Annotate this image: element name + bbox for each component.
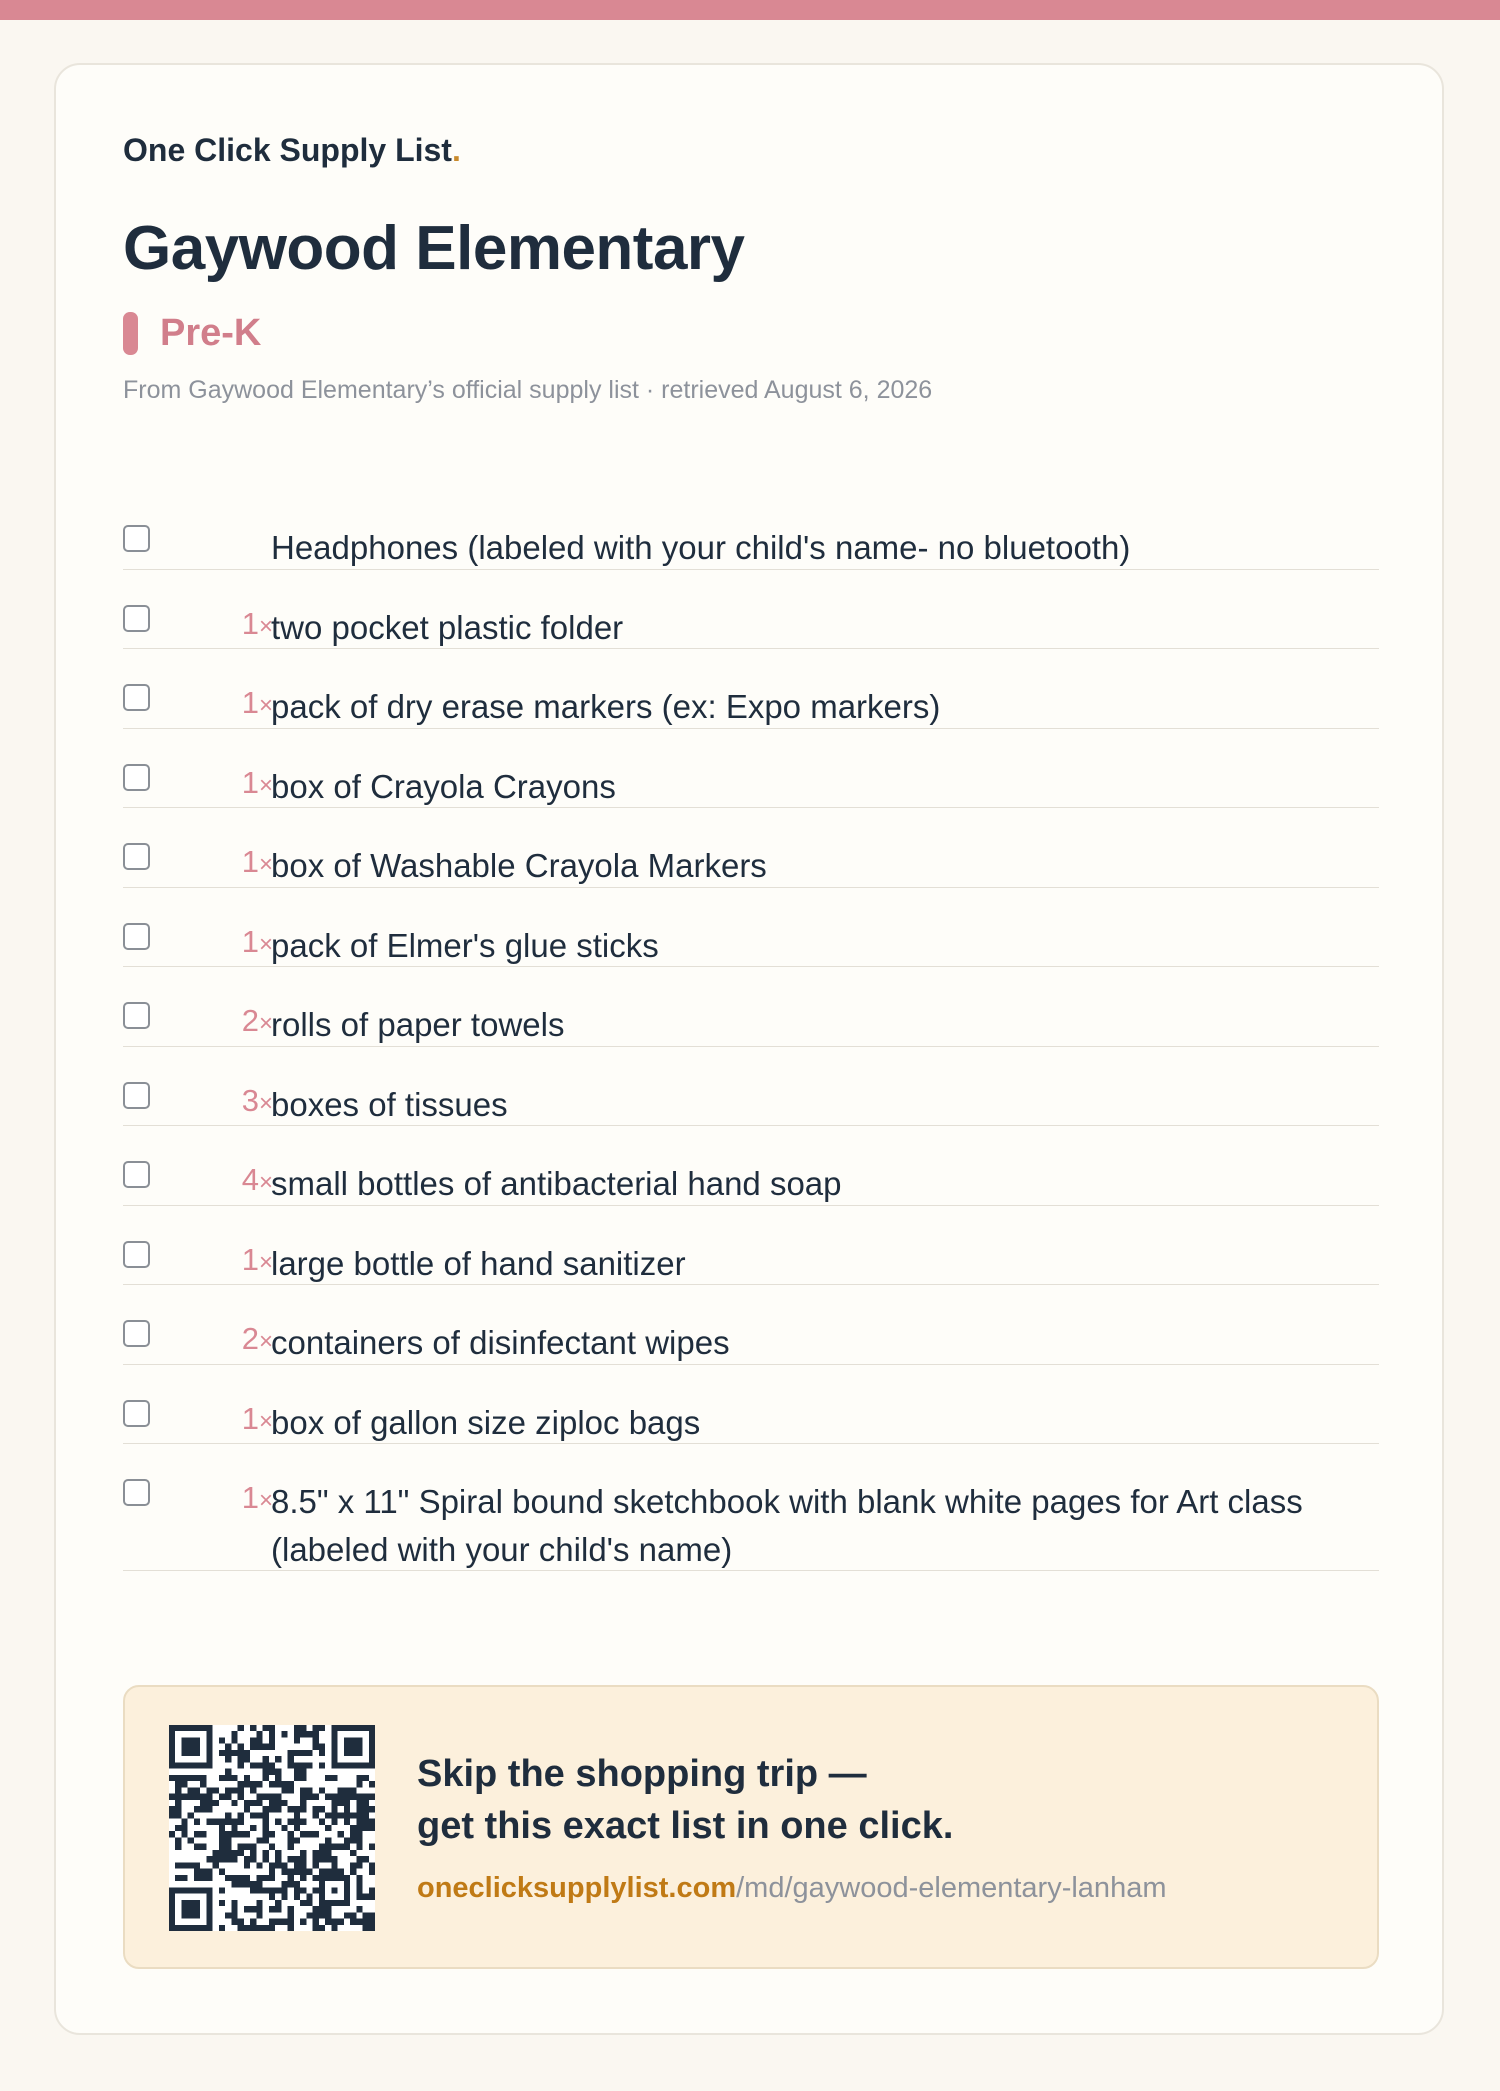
item-quantity — [205, 1083, 273, 1119]
item-quantity-value: 1 — [241, 923, 259, 959]
cta-banner — [123, 1685, 1379, 1969]
item-text: box of Washable Crayola Markers — [271, 847, 767, 884]
qr-code[interactable] — [169, 1725, 375, 1931]
item-quantity-value: 1 — [241, 1480, 259, 1515]
times-icon: × — [258, 851, 273, 878]
list-item — [123, 808, 1379, 888]
item-checkbox[interactable] — [123, 923, 150, 950]
item-quantity-value: 1 — [241, 685, 259, 720]
item-quantity — [205, 844, 273, 880]
item-checkbox[interactable] — [123, 1400, 150, 1427]
times-icon: × — [258, 1089, 273, 1117]
item-quantity — [205, 685, 273, 721]
item-quantity — [205, 924, 273, 960]
item-checkbox[interactable] — [123, 1082, 150, 1109]
item-text: Headphones (labeled with your child's name- no bluetooth) — [271, 529, 1131, 566]
item-quantity-value: 2 — [241, 1321, 259, 1356]
item-text: pack of Elmer's glue sticks — [271, 926, 659, 964]
item-checkbox[interactable] — [123, 1161, 150, 1188]
item-checkbox[interactable] — [123, 1241, 150, 1268]
grade-marker — [123, 312, 138, 355]
brand-logo — [123, 132, 461, 169]
item-quantity — [205, 765, 273, 801]
item-quantity — [205, 1480, 273, 1516]
item-checkbox[interactable] — [123, 764, 150, 791]
times-icon: × — [258, 1328, 273, 1355]
list-item — [123, 729, 1379, 809]
item-text: small bottles of antibacterial hand soap — [271, 1165, 842, 1202]
item-quantity — [205, 1003, 273, 1039]
supply-list-card — [54, 63, 1444, 2035]
list-item — [123, 967, 1379, 1047]
item-text: box of Crayola Crayons — [271, 767, 616, 805]
list-item — [123, 490, 1379, 570]
item-checkbox[interactable] — [123, 1002, 150, 1029]
cta-headline: Skip the shopping trip — — [417, 1753, 867, 1795]
times-icon: × — [258, 692, 273, 719]
times-icon: × — [258, 930, 273, 958]
item-quantity-value: 1 — [241, 1400, 259, 1436]
item-checkbox[interactable] — [123, 684, 150, 711]
cta-link-domain[interactable]: oneclicksupplylist.com — [417, 1872, 737, 1904]
list-item — [123, 1444, 1379, 1571]
list-item — [123, 888, 1379, 968]
item-quantity — [205, 606, 273, 642]
item-quantity — [205, 1242, 273, 1278]
times-icon: × — [258, 771, 273, 799]
item-text: two pocket plastic folder — [271, 608, 624, 646]
times-icon: × — [258, 1407, 273, 1435]
cta-link[interactable] — [417, 1872, 1166, 1905]
item-quantity-value: 3 — [241, 1082, 259, 1118]
item-checkbox[interactable] — [123, 605, 150, 632]
cta-link-path[interactable]: /md/gaywood-elementary-lanham — [736, 1872, 1167, 1904]
item-quantity-value: 2 — [241, 1003, 259, 1038]
item-text: pack of dry erase markers (ex: Expo markers) — [271, 688, 941, 725]
brand-dot: . — [451, 132, 461, 168]
times-icon: × — [258, 1169, 273, 1196]
item-text: box of gallon size ziploc bags — [271, 1403, 701, 1441]
item-text: 8.5" x 11" Spiral bound sketchbook with blank white pages for Art class (labeled with your child's name) — [271, 1483, 1303, 1568]
list-item — [123, 1365, 1379, 1445]
item-checkbox[interactable] — [123, 525, 150, 552]
item-checkbox[interactable] — [123, 843, 150, 870]
top-accent-bar — [0, 0, 1500, 20]
list-item — [123, 1285, 1379, 1365]
cta-subheadline: get this exact list in one click. — [417, 1805, 954, 1847]
supply-items-list — [123, 490, 1379, 1571]
list-item — [123, 570, 1379, 650]
item-quantity-value: 4 — [241, 1162, 259, 1197]
times-icon: × — [258, 1248, 273, 1276]
item-text: boxes of tissues — [271, 1085, 508, 1123]
times-icon: × — [258, 612, 273, 640]
list-item — [123, 649, 1379, 729]
item-quantity-value: 1 — [241, 605, 259, 641]
item-quantity — [205, 1321, 273, 1357]
grade-label — [123, 311, 261, 355]
item-quantity — [205, 1401, 273, 1437]
item-checkbox[interactable] — [123, 1320, 150, 1347]
item-text: rolls of paper towels — [271, 1006, 565, 1043]
list-item — [123, 1126, 1379, 1206]
item-quantity-value: 1 — [241, 1241, 259, 1277]
item-text: large bottle of hand sanitizer — [271, 1244, 686, 1282]
item-quantity-value: 1 — [241, 764, 259, 800]
school-name: Gaywood Elementary — [123, 214, 745, 283]
item-quantity — [205, 1162, 273, 1198]
grade-text: Pre-K — [160, 311, 262, 354]
list-item — [123, 1047, 1379, 1127]
item-text: containers of disinfectant wipes — [271, 1324, 730, 1361]
times-icon: × — [258, 1010, 273, 1037]
source-line: From Gaywood Elementary’s official supply list · retrieved August 6, 2026 — [123, 376, 933, 404]
item-quantity-value: 1 — [241, 844, 259, 879]
brand-name: One Click Supply List — [123, 132, 452, 168]
list-item — [123, 1206, 1379, 1286]
item-checkbox[interactable] — [123, 1479, 150, 1506]
times-icon: × — [258, 1487, 273, 1514]
